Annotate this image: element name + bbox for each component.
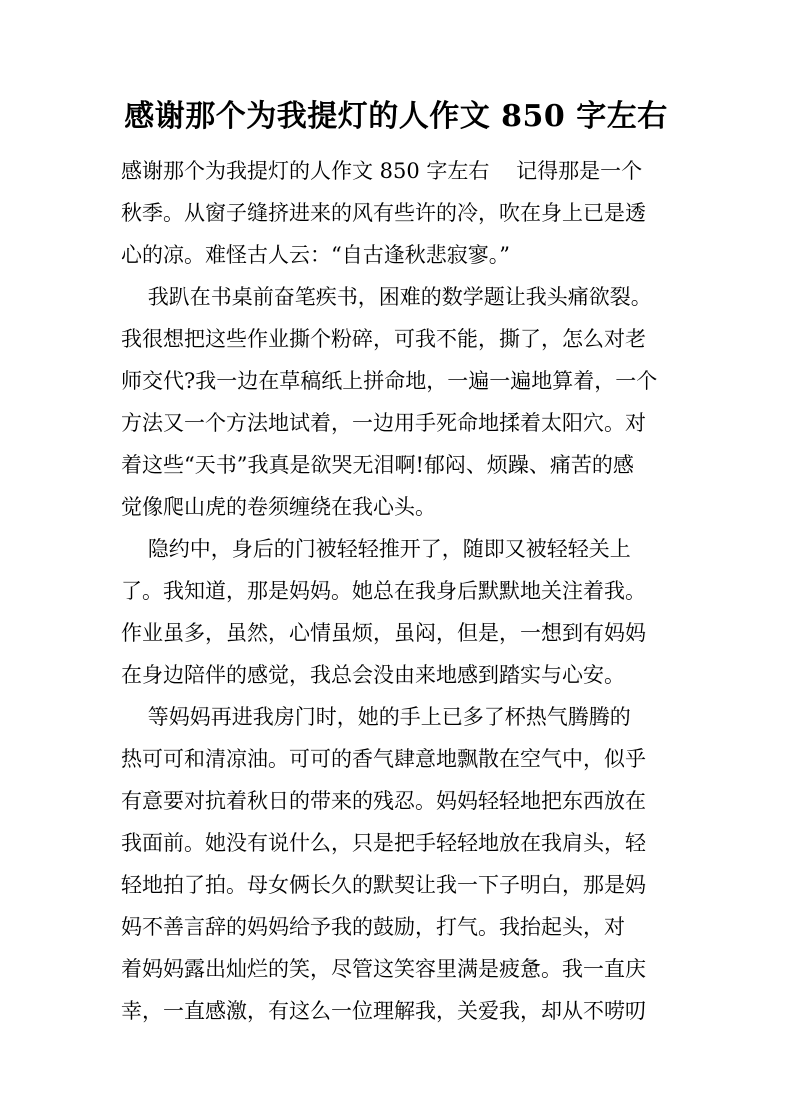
- text-line: 我面前。她没有说什么，只是把手轻轻地放在我肩头，轻: [121, 831, 646, 855]
- paragraph-start-line: 隐约中，身后的门被轻轻推开了，随即又被轻轻关上: [121, 537, 631, 561]
- paragraph-start-line: 我趴在书桌前奋笔疾书，困难的数学题让我头痛欲裂。: [121, 285, 652, 309]
- text-line: 作业虽多，虽然，心情虽烦，虽闷，但是，一想到有妈妈: [121, 621, 646, 645]
- text-line: 妈不善言辞的妈妈给予我的鼓励，打气。我抬起头，对: [121, 915, 625, 939]
- text-line: 觉像爬山虎的卷须缠绕在我心头。: [121, 495, 436, 519]
- text-line: 着妈妈露出灿烂的笑，尽管这笑容里满是疲惫。我一直庆: [121, 957, 646, 981]
- text-line: 了。我知道，那是妈妈。她总在我身后默默地关注着我。: [121, 579, 646, 603]
- paragraph-start-line: 等妈妈再进我房门时，她的手上已多了杯热气腾腾的: [121, 705, 631, 729]
- text-line: 幸，一直感激，有这么一位理解我，关爱我，却从不唠叨: [121, 999, 646, 1023]
- text-line: 我很想把这些作业撕个粉碎，可我不能，撕了，怎么对老: [121, 327, 646, 351]
- text-line: 心的凉。难怪古人云：“自古逢秋悲寂寥。”: [121, 243, 510, 267]
- document-title: 感谢那个为我提灯的人作文 850 字左右: [124, 99, 668, 134]
- text-line: 轻地拍了拍。母女俩长久的默契让我一下子明白，那是妈: [121, 873, 646, 897]
- text-line: 师交代?我一边在草稿纸上拼命地，一遍一遍地算着，一个: [121, 369, 658, 393]
- text-line: 有意要对抗着秋日的带来的残忍。妈妈轻轻地把东西放在: [121, 789, 646, 813]
- text-line: 着这些“天书”我真是欲哭无泪啊!郁闷、烦躁、痛苦的感: [121, 453, 634, 477]
- text-line: 感谢那个为我提灯的人作文 850 字左右 记得那是一个: [121, 159, 643, 183]
- text-line: 方法又一个方法地试着，一边用手死命地揉着太阳穴。对: [121, 411, 646, 435]
- text-line: 在身边陪伴的感觉，我总会没由来地感到踏实与心安。: [121, 663, 625, 687]
- text-line: 秋季。从窗子缝挤进来的风有些许的冷，吹在身上已是透: [121, 201, 646, 225]
- text-line: 热可可和清凉油。可可的香气肆意地飘散在空气中，似乎: [121, 747, 646, 771]
